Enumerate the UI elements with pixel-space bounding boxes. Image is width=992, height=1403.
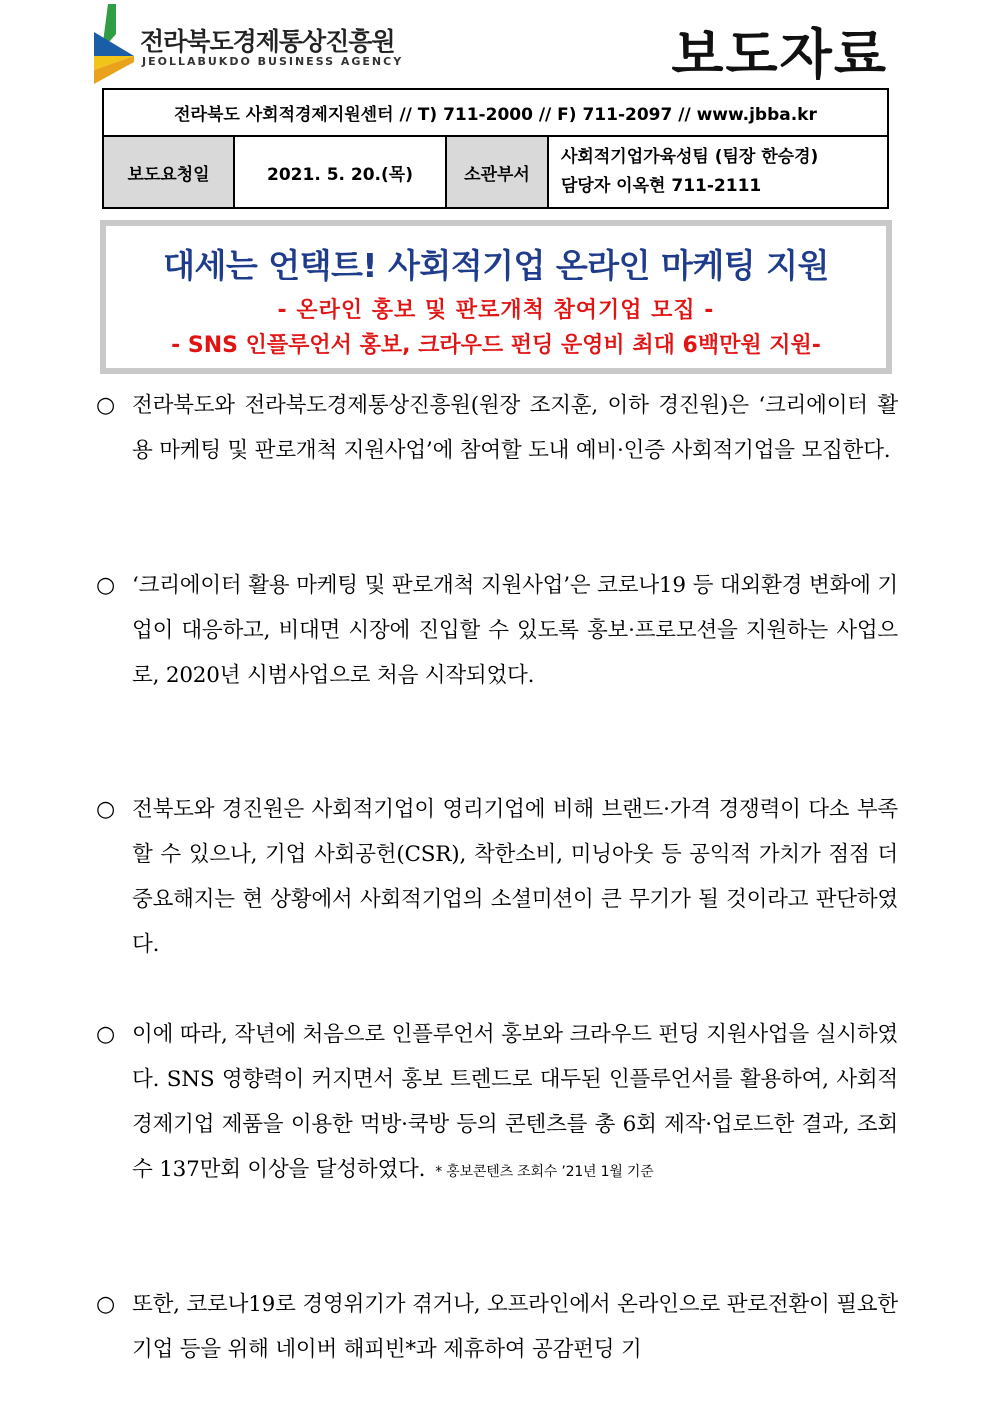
headline-sub-2: - SNS 인플루언서 홍보, 크라우드 펀딩 운영비 최대 6백만원 지원-	[171, 333, 821, 358]
bullet-circle-icon: ○	[96, 1022, 115, 1047]
contact-line: 전라북도 사회적경제지원센터 // T) 711-2000 // F) 711-2097 // www.jbba.kr	[103, 89, 888, 136]
org-name-english: JEOLLABUKDO BUSINESS AGENCY	[142, 55, 404, 68]
paragraph-4	[96, 1012, 898, 1195]
paragraph-text: 또한, 코로나19로 경영위기가 겪거나, 오프라인에서 온라인으로 판로전환이 필요한 기업 등을 위해 네이버 해피빈*과 제휴하여 공감펀딩 기	[132, 1292, 898, 1362]
bullet-circle-icon: ○	[96, 393, 115, 418]
department-label: 소관부서	[446, 136, 548, 208]
paragraph-text: 전북도와 경진원은 사회적기업이 영리기업에 비해 브랜드·가격 경쟁력이 다소 부족할 수 있으나, 기업 사회공헌(CSR), 착한소비, 미닝아웃 등 공익적 가치가 점점 더 중요해지는 현 상황에서 사회적기업의 소셜미션이 큰 무기가 될 것이라고 판단하였다.	[132, 797, 898, 957]
bullet-circle-icon: ○	[96, 1292, 115, 1317]
headline-main: 대세는 언택트! 사회적기업 온라인 마케팅 지원	[163, 246, 829, 285]
headline-box	[100, 220, 892, 374]
document-header	[0, 0, 992, 88]
paragraph-2	[96, 563, 898, 698]
department-team: 사회적기업가육성팀 (팀장 한승경)	[561, 147, 819, 167]
paragraph-text: ‘크리에이터 활용 마케팅 및 판로개척 지원사업’은 코로나19 등 대외환경 변화에 기업이 대응하고, 비대면 시장에 진입할 수 있도록 홍보·프로모션을 지원하는 사업으로, 2020년 시범사업으로 처음 시작되었다.	[132, 573, 898, 688]
press-release-title: 보도자료	[671, 23, 888, 86]
org-name: 전라북도경제통상진흥원	[140, 27, 395, 56]
request-date: 2021. 5. 20.(목)	[234, 136, 446, 208]
bullet-circle-icon: ○	[96, 797, 115, 822]
paragraph-text: 전라북도와 전라북도경제통상진흥원(원장 조지훈, 이하 경진원)은 ‘크리에이터 활용 마케팅 및 판로개척 지원사업’에 참여할 도내 예비·인증 사회적기업을 모집한다.	[132, 393, 898, 463]
paragraph-text	[132, 1012, 898, 1195]
paragraph-4-text: 이에 따라, 작년에 처음으로 인플루언서 홍보와 크라우드 펀딩 지원사업을 실시하였다. SNS 영향력이 커지면서 홍보 트렌드로 대두된 인플루언서를 활용하여, 사회적경제기업 제품을 이용한 먹방·쿡방 등의 콘텐츠를 총 6회 제작·업로드한 결과, 조회수 137만회 이상을 달성하였다.	[132, 1022, 898, 1182]
paragraph-3	[96, 787, 898, 967]
request-date-label: 보도요청일	[103, 136, 234, 208]
department-contact: 담당자 이옥현 711-2111	[561, 176, 762, 196]
footnote: * 홍보콘텐츠 조회수 ’21년 1월 기준	[435, 1164, 654, 1180]
paragraph-5	[96, 1282, 898, 1372]
press-info-table	[102, 88, 889, 209]
paragraph-1	[96, 383, 898, 473]
bullet-circle-icon: ○	[96, 573, 115, 598]
agency-logo-icon	[94, 4, 134, 84]
headline-sub-1: - 온라인 홍보 및 판로개척 참여기업 모집 -	[277, 298, 715, 323]
department-info	[548, 136, 888, 208]
